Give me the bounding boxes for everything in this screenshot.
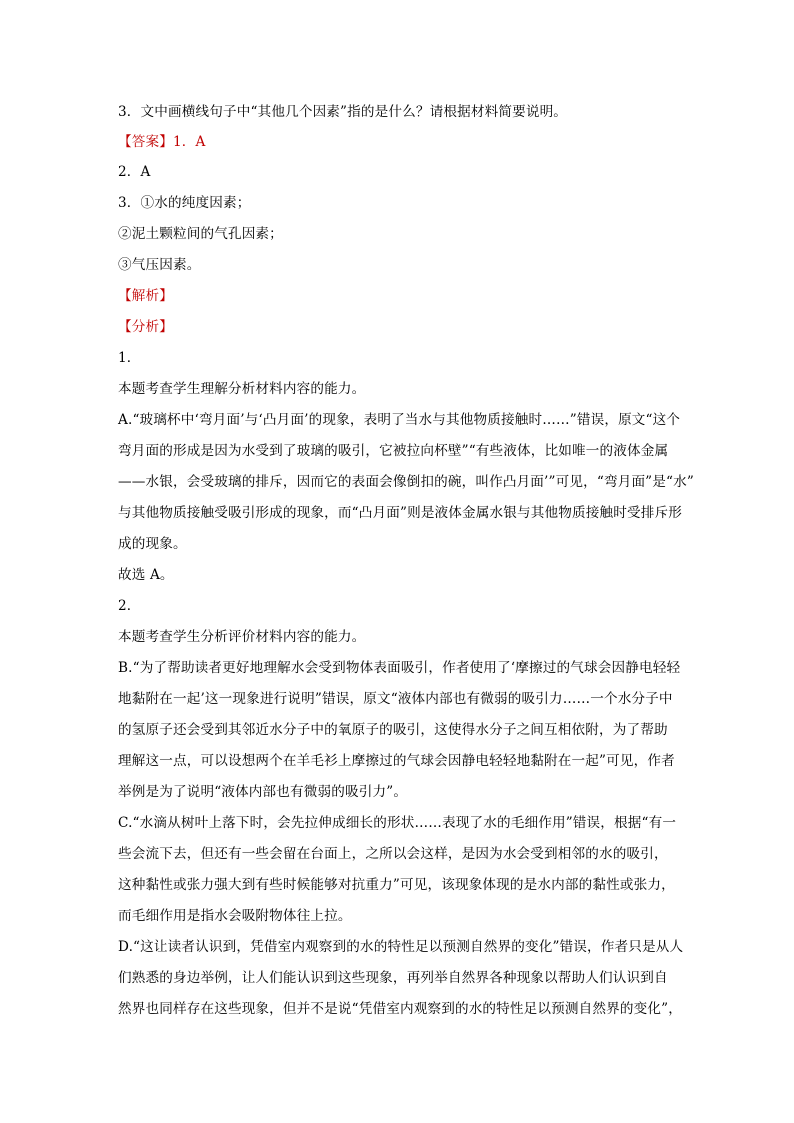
section-1-number: 1． bbox=[118, 350, 141, 366]
section-2-paragraph-line: D.“这让读者认识到，凭借室内观察到的水的特性足以预测自然界的变化”错误，作者只是从人 bbox=[118, 939, 684, 955]
section-2-paragraph-line: 然界也同样存在这些现象，但并不是说“凭借室内观察到的水的特性足以预测自然界的变化”， bbox=[118, 1001, 682, 1017]
section-1-paragraph-line: 弯月面的形成是因为水受到了玻璃的吸引，它被拉向杯壁”“有些液体，比如唯一的液体金属 bbox=[118, 443, 669, 459]
section-2-paragraph-line: 举例是为了说明“液体内部也有微弱的吸引力”。 bbox=[118, 784, 408, 800]
section-2-paragraph-line: 的氢原子还会受到其邻近水分子中的氧原子的吸引，这使得水分子之间互相依附，为了帮助 bbox=[118, 722, 668, 738]
section-2-paragraph-line: C.“水滴从树叶上落下时，会先拉伸成细长的形状……表现了水的毛细作用”错误，根据“有一 bbox=[118, 815, 677, 831]
section-1-intro: 本题考查学生理解分析材料内容的能力。 bbox=[118, 381, 366, 397]
section-2-paragraph-line: 们熟悉的身边举例，让人们能认识到这些现象，再列举自然界各种现象以帮助人们认识到自 bbox=[118, 970, 668, 986]
section-2-paragraph-line: 地黏附在一起’这一现象进行说明”错误，原文“液体内部也有微弱的吸引力……一个水分子中 bbox=[118, 691, 673, 707]
section-2-paragraph-line: B.“为了帮助读者更好地理解水会受到物体表面吸引，作者使用了‘摩擦过的气球会因静电轻轻 bbox=[118, 660, 681, 676]
answer-heading: 【答案】1．A bbox=[118, 134, 206, 150]
answer-3-item-3: ③气压因素。 bbox=[118, 257, 201, 273]
answer-3-item-1: 3．①水的纯度因素； bbox=[118, 195, 251, 211]
question-3-text: 3．文中画横线句子中“其他几个因素”指的是什么？请根据材料简要说明。 bbox=[118, 104, 568, 120]
section-1-paragraph-line: 成的现象。 bbox=[118, 536, 187, 552]
section-1-paragraph-line: 与其他物质接触受吸引形成的现象，而“凸月面”则是液体金属水银与其他物质接触时受排斥形 bbox=[118, 505, 682, 521]
section-1-conclusion: 故选 A。 bbox=[118, 567, 174, 583]
section-2-paragraph-line: 而毛细作用是指水会吸附物体往上拉。 bbox=[118, 908, 352, 924]
section-2-paragraph-line: 些会流下去，但还有一些会留在台面上，之所以会这样，是因为水会受到相邻的水的吸引， bbox=[118, 846, 668, 862]
fenxi-heading: 【分析】 bbox=[118, 319, 173, 335]
section-1-paragraph-line: A.“玻璃杯中‘弯月面’与‘凸月面’的现象，表明了当水与其他物质接触时……”错误，原文“这个 bbox=[118, 412, 681, 428]
answer-2: 2．A bbox=[118, 164, 151, 180]
section-2-number: 2． bbox=[118, 598, 141, 614]
section-2-intro: 本题考查学生分析评价材料内容的能力。 bbox=[118, 629, 366, 645]
answer-3-item-2: ②泥土颗粒间的气孔因素； bbox=[118, 226, 283, 242]
section-2-paragraph-line: 这种黏性或张力强大到有些时候能够对抗重力”可见，该现象体现的是水内部的黏性或张力， bbox=[118, 877, 675, 893]
section-2-paragraph-line: 理解这一点，可以设想两个在羊毛衫上摩擦过的气球会因静电轻轻地黏附在一起”可见，作者 bbox=[118, 753, 675, 769]
section-1-paragraph-line: ——水银，会受玻璃的排斥，因而它的表面会像倒扣的碗，叫作凸月面’”可见，“弯月面”是“水” bbox=[118, 474, 694, 490]
analysis-heading: 【解析】 bbox=[118, 288, 173, 304]
